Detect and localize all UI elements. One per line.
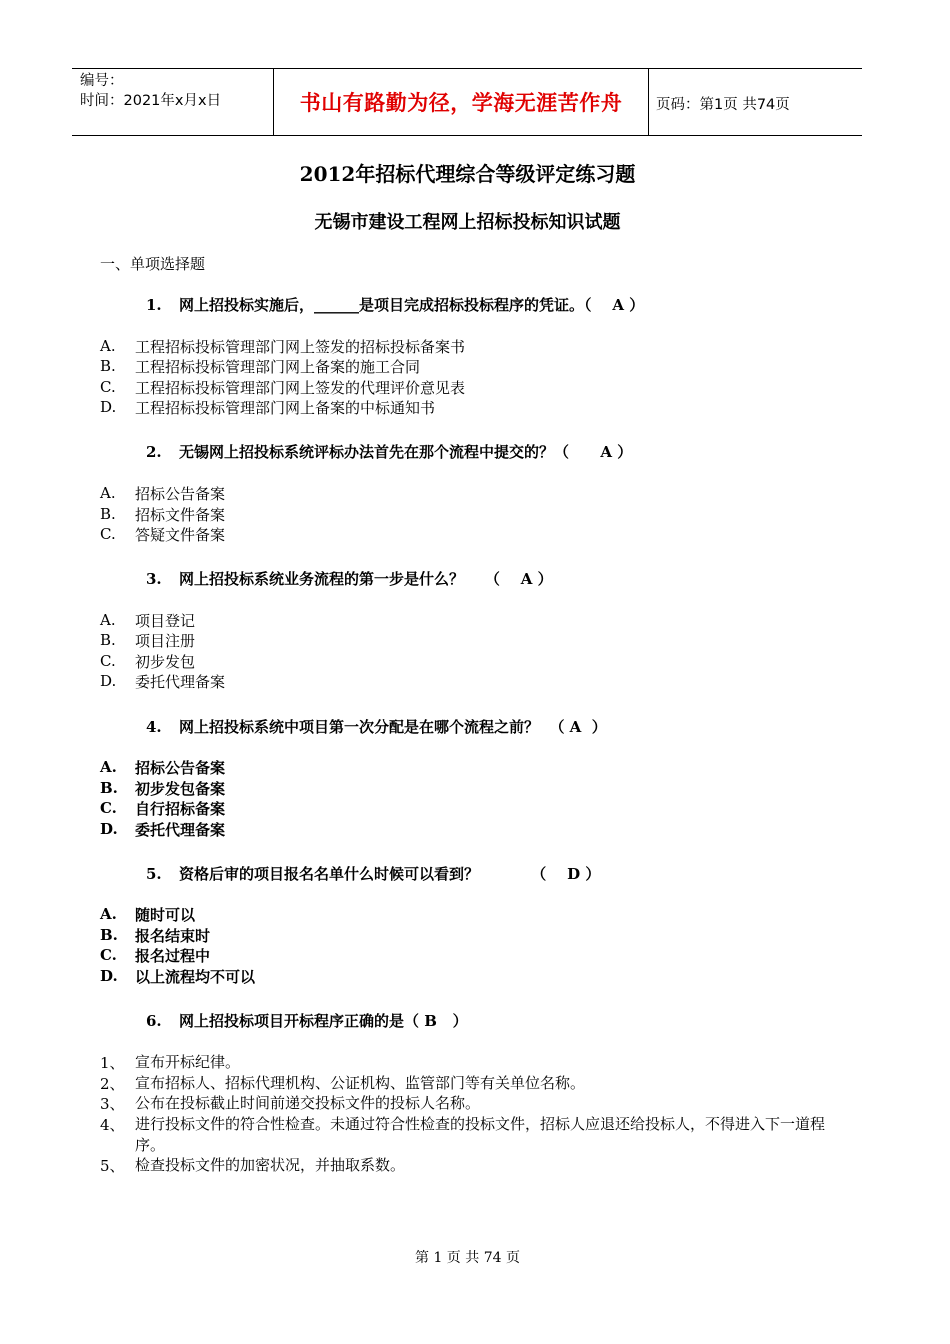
header-time: 时间：2021年x月x日 [80, 93, 222, 109]
question-2 [146, 441, 632, 462]
question-text: 资格后审的项目报名名单什么时候可以看到？ （ D ） [179, 865, 601, 883]
section-heading: 一、单项选择题 [100, 255, 206, 273]
question-number: 1. [146, 296, 162, 314]
question-number: 5. [146, 865, 162, 883]
header-motto: 书山有路勤为径，学海无涯苦作舟 [299, 90, 623, 115]
option-1c: C. 工程招标投标管理部门网上签发的代理评价意见表 [100, 378, 466, 397]
question-number: 4. [146, 718, 162, 736]
option-3c: C. 初步发包 [100, 652, 196, 671]
question-text: 网上招投标系统业务流程的第一步是什么？ （ A ） [179, 570, 553, 588]
question-1 [146, 294, 644, 315]
option-2a: A. 招标公告备案 [100, 484, 226, 503]
option-4c: C. 自行招标备案 [100, 799, 226, 818]
option-3b: B. 项目注册 [100, 631, 196, 650]
question-text: 网上招投标实施后，______是项目完成招标投标程序的凭证。（ A ） [179, 296, 645, 314]
option-1a: A. 工程招标投标管理部门网上签发的招标投标备案书 [100, 337, 466, 356]
option-1b: B. 工程招标投标管理部门网上备案的施工合同 [100, 357, 421, 376]
step-5: 5、 检查投标文件的加密状况，并抽取系数。 [100, 1156, 406, 1175]
option-3a: A. 项目登记 [100, 611, 196, 630]
question-6 [146, 1010, 468, 1031]
question-3 [146, 568, 553, 589]
question-4 [146, 716, 607, 737]
document-title: 2012年招标代理综合等级评定练习题 [299, 162, 636, 186]
option-5a: A. 随时可以 [100, 905, 196, 924]
option-3d: D. 委托代理备案 [100, 672, 226, 691]
question-text: 无锡网上招投标系统评标办法首先在那个流程中提交的？（ A ） [179, 443, 633, 461]
option-5b: B. 报名结束时 [100, 926, 211, 945]
step-4: 4、 进行投标文件的符合性检查。未通过符合性检查的投标文件，招标人应退还给投标人，不得进入下一道程序。 [100, 1115, 826, 1154]
question-text: 网上招投标系统中项目第一次分配是在哪个流程之前？ （ A ） [179, 718, 607, 736]
option-5c: C. 报名过程中 [100, 946, 211, 965]
header-page-info: 页码：第1页 共74页 [656, 97, 790, 113]
option-4d: D. 委托代理备案 [100, 820, 226, 839]
option-5d: D. 以上流程均不可以 [100, 967, 256, 986]
question-text: 网上招投标项目开标程序正确的是（ B ） [179, 1012, 468, 1030]
header-divider-right [648, 69, 649, 135]
document-subtitle: 无锡市建设工程网上招标投标知识试题 [314, 212, 621, 233]
question-5 [146, 863, 600, 884]
question-number: 3. [146, 570, 162, 588]
step-1: 1、 宣布开标纪律。 [100, 1053, 241, 1072]
option-4b: B. 初步发包备案 [100, 779, 226, 798]
page-header [72, 68, 862, 136]
page-footer: 第 1 页 共 74 页 [415, 1250, 520, 1266]
question-number: 2. [146, 443, 162, 461]
option-4a: A. 招标公告备案 [100, 758, 226, 777]
option-1d: D. 工程招标投标管理部门网上备案的中标通知书 [100, 398, 436, 417]
header-meta [80, 71, 275, 111]
step-2: 2、 宣布招标人、招标代理机构、公证机构、监管部门等有关单位名称。 [100, 1074, 586, 1093]
header-number: 编号： [80, 73, 124, 89]
question-number: 6. [146, 1012, 162, 1030]
step-3: 3、 公布在投标截止时间前递交投标文件的投标人名称。 [100, 1094, 481, 1113]
option-2b: B. 招标文件备案 [100, 505, 226, 524]
option-2c: C. 答疑文件备案 [100, 525, 226, 544]
